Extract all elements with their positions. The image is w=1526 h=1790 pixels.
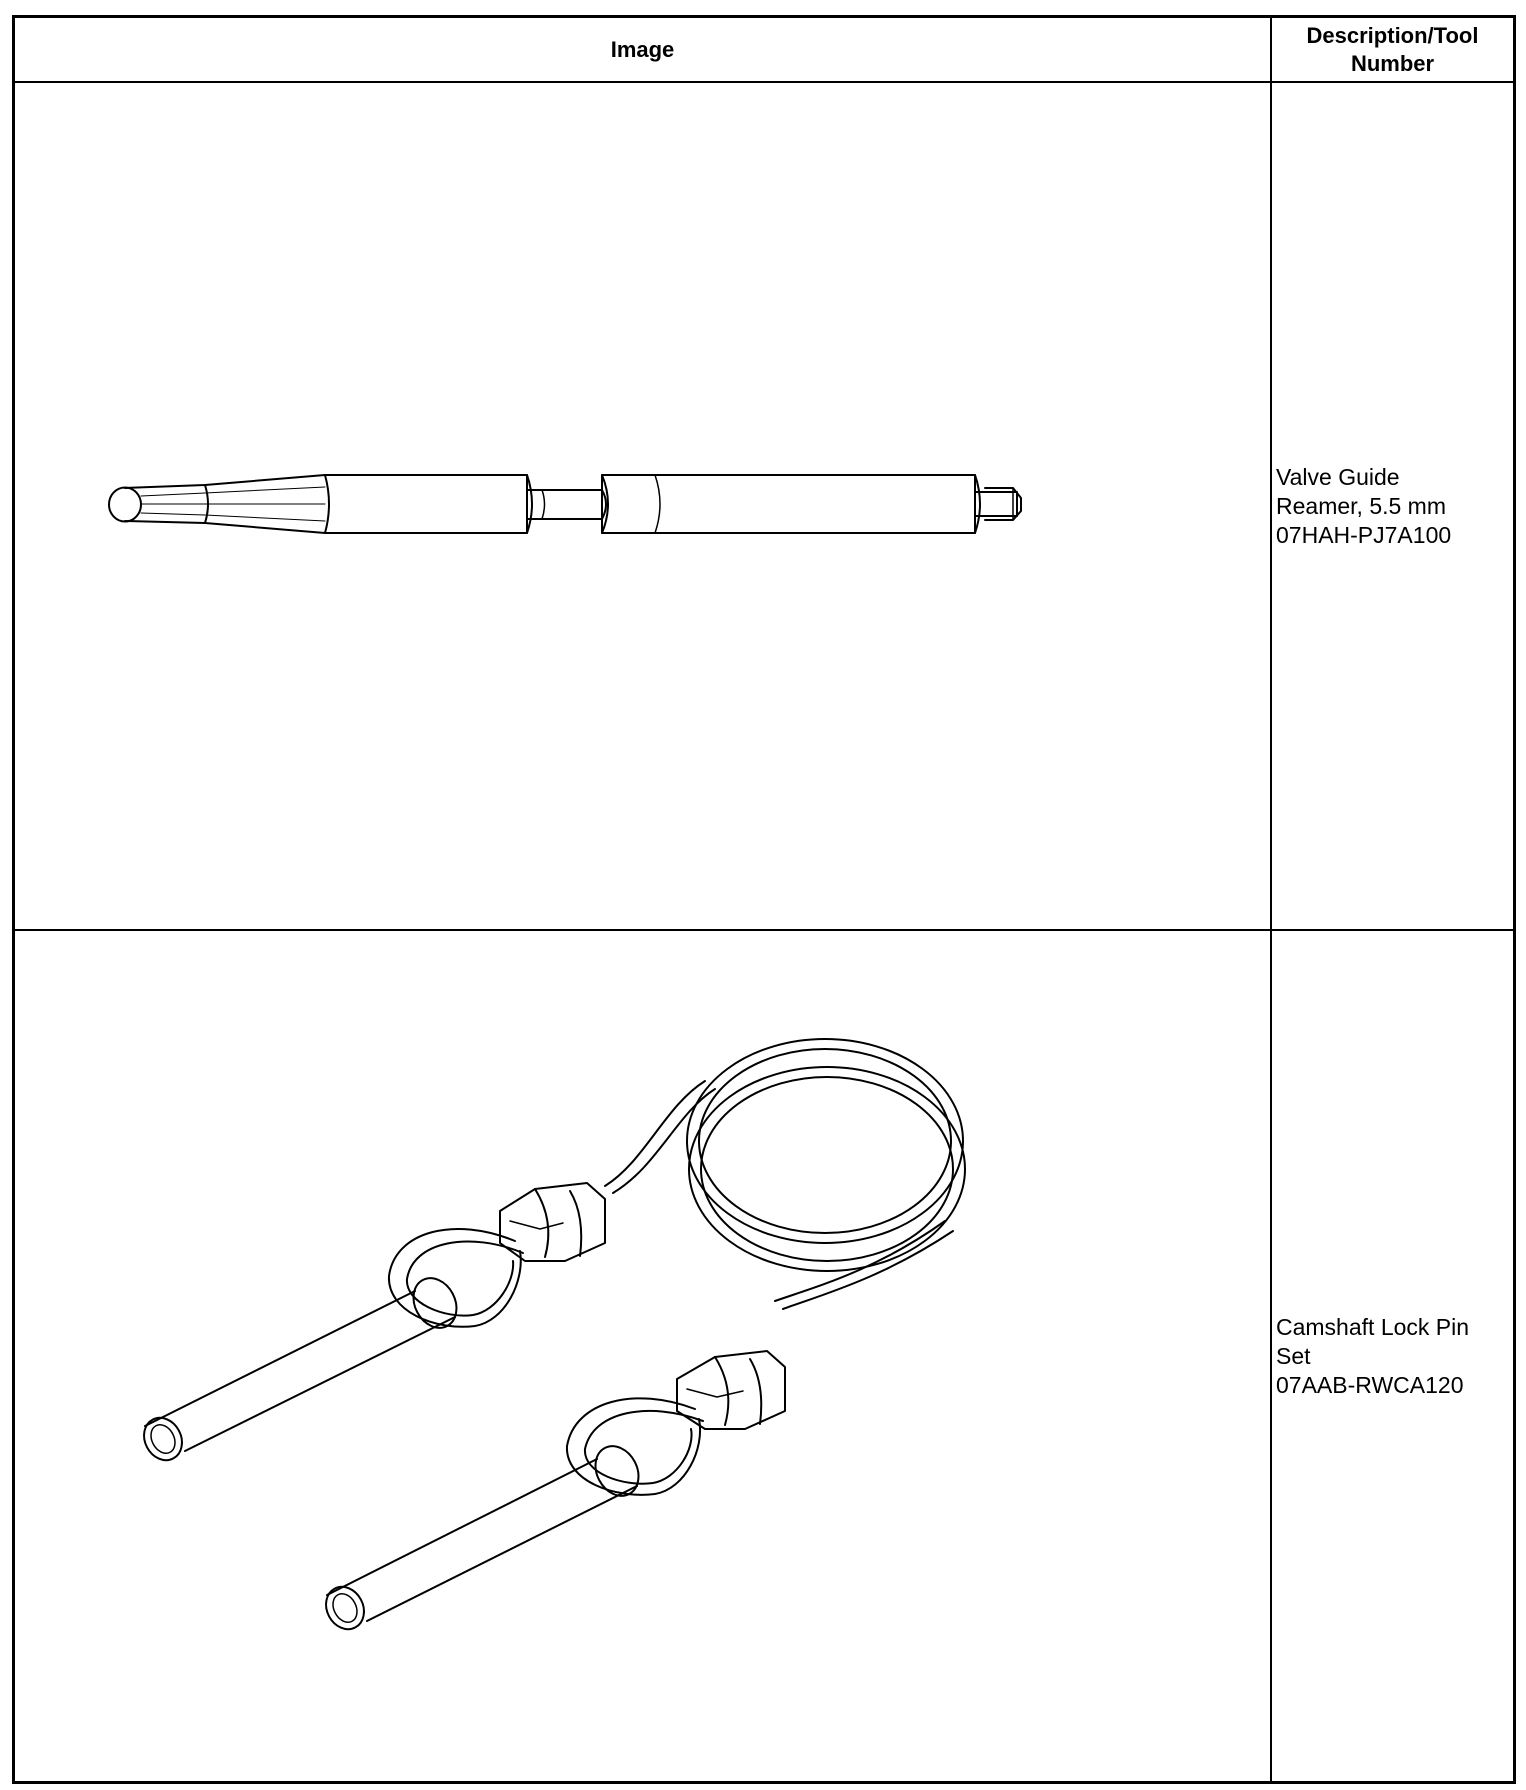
row-2-image-cell <box>15 931 1272 1781</box>
camshaft-lock-pin-set-illustration <box>15 931 1270 1785</box>
row-1-image-cell <box>15 83 1272 931</box>
tool-table <box>12 15 1516 1784</box>
header-description-label: Description/Tool Number <box>1306 22 1479 76</box>
header-image-label: Image <box>610 36 675 62</box>
header-image <box>15 18 1272 83</box>
row-1-description-cell <box>1272 83 1513 931</box>
header-description <box>1272 18 1513 83</box>
row-1-description: Valve Guide Reamer, 5.5 mm 07HAH-PJ7A100 <box>1276 463 1452 548</box>
row-2-description-cell <box>1272 931 1513 1781</box>
valve-guide-reamer-illustration <box>15 83 1270 929</box>
row-2-description: Camshaft Lock Pin Set 07AAB-RWCA120 <box>1276 1313 1470 1398</box>
